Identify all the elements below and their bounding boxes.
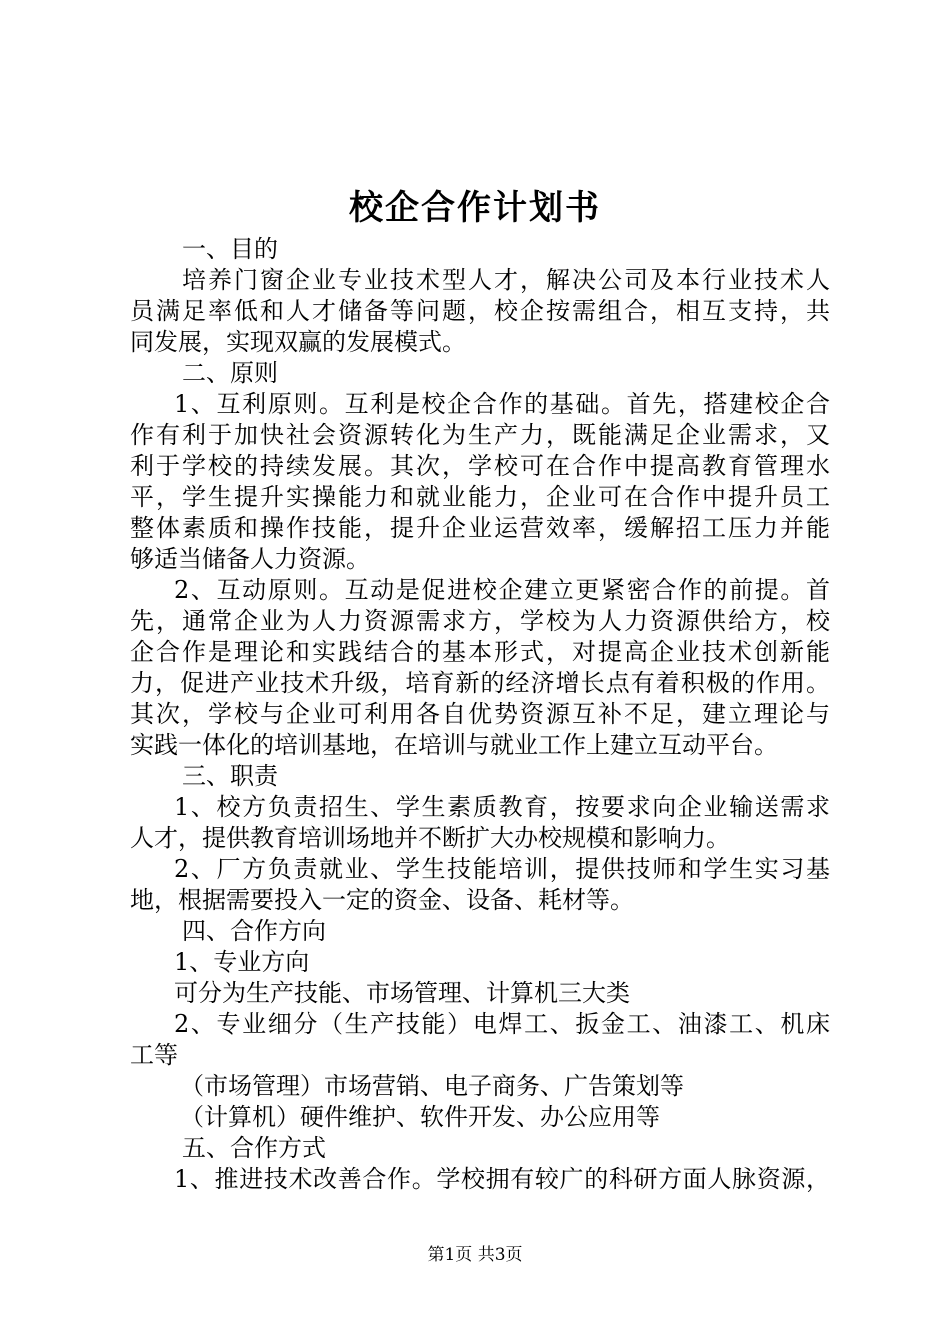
paragraph-line: 力，促进产业技术升级，培育新的经济增长点有着积极的作用。 [130,669,830,697]
paragraph-line: （计算机）硬件维护、软件开发、办公应用等 [180,1103,660,1131]
section-heading: 一、目的 [182,235,278,263]
paragraph-line: 平，学生提升实操能力和就业能力，企业可在合作中提升员工 [130,483,830,511]
paragraph-line: 实践一体化的培训基地，在培训与就业工作上建立互动平台。 [130,731,778,759]
paragraph-line: 其次，学校与企业可利用各自优势资源互补不足，建立理论与 [130,700,830,728]
page-indicator: 第1页 共3页 [427,1245,523,1265]
paragraph-line: 1、校方负责招生、学生素质教育，按要求向企业输送需求 [174,793,830,821]
paragraph-line: 企合作是理论和实践结合的基本形式，对提高企业技术创新能 [130,638,830,666]
paragraph-line: （市场管理）市场营销、电子商务、广告策划等 [180,1072,684,1100]
paragraph-line: 作有利于加快社会资源转化为生产力，既能满足企业需求，又 [130,421,830,449]
section-heading: 二、原则 [182,359,278,387]
paragraph-line: 1、互利原则。互利是校企合作的基础。首先，搭建校企合 [174,390,830,418]
paragraph-line: 培养门窗企业专业技术型人才，解决公司及本行业技术人 [182,266,830,294]
paragraph-line: 人才，提供教育培训场地并不断扩大办校规模和影响力。 [130,824,730,852]
paragraph-line: 1、专业方向 [174,948,310,976]
paragraph-line: 工等 [130,1041,178,1069]
document-body [130,234,830,1195]
paragraph-line: 1、推进技术改善合作。学校拥有较广的科研方面人脉资源， [174,1165,830,1193]
paragraph-line: 员满足率低和人才储备等问题，校企按需组合，相互支持，共 [130,297,830,325]
paragraph-line: 整体素质和操作技能，提升企业运营效率，缓解招工压力并能 [130,514,830,542]
paragraph-line: 地，根据需要投入一定的资金、设备、耗材等。 [130,886,634,914]
section-heading: 五、合作方式 [182,1134,326,1162]
paragraph-line: 可分为生产技能、市场管理、计算机三大类 [174,979,630,1007]
paragraph-line: 利于学校的持续发展。其次，学校可在合作中提高教育管理水 [130,452,830,480]
paragraph-line: 同发展，实现双赢的发展模式。 [130,328,466,356]
section-heading: 四、合作方向 [182,917,326,945]
paragraph-line: 2、厂方负责就业、学生技能培训，提供技师和学生实习基 [174,855,830,883]
section-heading: 三、职责 [182,762,278,790]
paragraph-line: 先，通常企业为人力资源需求方，学校为人力资源供给方，校 [130,607,830,635]
paragraph-line: 2、专业细分（生产技能）电焊工、扳金工、油漆工、机床 [174,1010,830,1038]
paragraph-line: 够适当储备人力资源。 [130,545,370,573]
document-title: 校企合作计划书 [349,188,601,228]
paragraph-line: 2、互动原则。互动是促进校企建立更紧密合作的前提。首 [174,576,830,604]
